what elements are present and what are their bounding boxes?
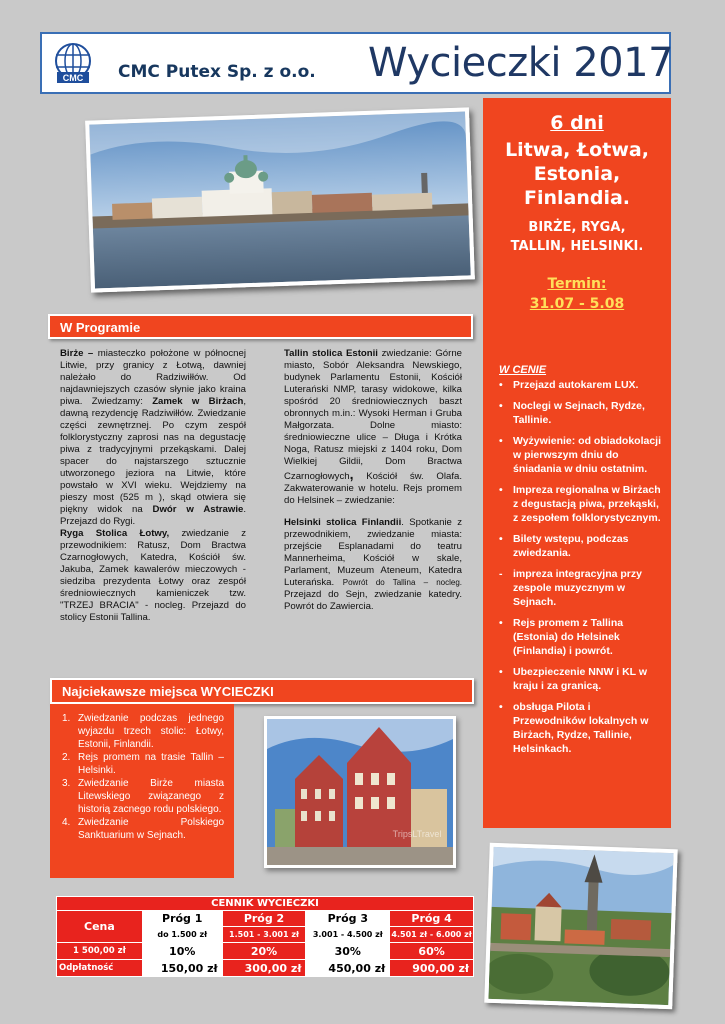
included-title: W CENIE [499,364,547,376]
included-list [499,378,663,763]
place-name: Zamek w Birżach [152,396,244,407]
paragraph-text: , dawną rezydencję Radziwiłłów. Zwiedzanie części zewnętrznej. Po czym zespół folklorystyczny zaprosi nas na degustację piwa z tradycyjnymi przekąskami. Dalej spacer do najstarszego sztucznie utworzonego jeziora na Litwie, które powstało w XVI wieku. Wejdziemy na pieszy most (525 m ), skąd otwiera się piękny widok na [60,396,246,515]
program-paragraph [60,348,246,528]
program-paragraph [284,517,462,613]
program-paragraph [284,348,462,507]
list-item [499,483,663,525]
list-item [62,777,224,816]
list-number: 1. [62,713,71,724]
list-item-text: Bilety wstępu, podczas zwiedzania. [513,533,629,559]
paragraph-text: zwiedzanie: Górne miasto, Sobór Aleksandra Newskiego, budynek Parlamentu Estonii, Kościół Luterański NMP, tarasy widokowe, kilka spośród 20 średniowiecznych baszt obronnych m.in.: Wysoki Herman i Gruba Małgorzata. Dolne miasto: średniowieczne ulice – Długa i Krótka Noga, Ratusz miejski z 1404 roku, Dom Wielkiej Gildii, Dom Bractwa Czarnogłowych [284,348,463,482]
tier-name: Próg 4 [390,911,474,927]
list-item-text: Rejs promem z Tallina (Estonia) do Helsinek (Finlandia) i powrót. [513,617,624,657]
program-paragraph [60,528,246,624]
highlights-box [50,704,234,878]
price-table [56,896,474,977]
list-number: 2. [62,752,71,763]
trip-cities [483,218,671,256]
list-item [499,665,663,693]
page-header [40,32,674,94]
highlights-heading: Najciekawsze miejsca WYCIECZKI [50,678,474,704]
tier-name: Próg 2 [222,911,306,927]
list-item [499,434,663,476]
tier-percent: 60% [390,943,474,960]
country-line: Finlandia. [523,187,631,209]
list-item [62,751,224,777]
place-name: Dwór w Astrawie [152,504,244,515]
paragraph-text: zwiedzanie z przewodnikiem: Ratusz, Dom Bractwa Czarnogłowych, Katedra, Kościół św. Jakuba, Zamek kawalerów mieczowych - siedziba prezydenta Łotwy oraz zespół średniowiecznych kamieniczek tzw. "TRZEJ BRACIA" - nocleg. Przejazd do stolicy Estonii Tallina. [60,528,246,623]
list-item-text: Noclegi w Sejnach, Rydze, Tallinie. [513,400,645,426]
city-line: TALLIN, HELSINKI. [510,239,644,254]
list-item [499,567,663,609]
bullet-icon: • [499,435,503,447]
tier-range: 1.501 - 3.001 zł [222,927,306,943]
tier-name: Próg 1 [142,911,222,927]
price-label: Cena [57,911,143,943]
place-name: Birże – [60,348,94,359]
list-item-text: Zwiedzanie Polskiego Sanktuarium w Sejnach. [78,817,224,841]
list-item-text: Ubezpieczenie NNW i KL w kraju i za granicą. [513,666,647,692]
tallinn-photo [484,843,677,1009]
bullet-icon: • [499,701,503,713]
helsinki-photo [85,107,475,292]
riga-photo [264,716,456,868]
list-item [499,532,663,560]
place-name: Ryga Stolica Łotwy, [60,528,170,539]
company-name: CMC Putex Sp. z o.o. [118,62,316,82]
trip-duration: 6 dni [550,112,604,134]
tier-range: 3.001 - 4.500 zł [306,927,390,943]
comma: , [349,466,354,482]
base-price: 1 500,00 zł [57,943,143,960]
tier-amount: 300,00 zł [222,960,306,977]
paragraph-text: Przejazd do Sejn, zwiedzanie katedry. Powrót do Zawiercia. [284,589,462,612]
tier-percent: 20% [222,943,306,960]
page-title: Wycieczki 2017 [368,40,674,86]
payment-label: Odpłatność [57,960,143,977]
list-number: 4. [62,817,71,828]
list-item-text: impreza integracyjna przy zespole muzycznym w Sejnach. [513,568,642,608]
spacer [284,507,462,517]
highlights-list [50,704,234,842]
tier-amount: 450,00 zł [306,960,390,977]
paragraph-text: miasteczko położone w północnej Litwie, przy granicy z Łotwą, dawniej należało do Radziwiłłów. Od najdawniejszych czasów słynie jako kraina piwa. Zwiedzamy: [60,348,246,407]
cmc-logo [50,40,96,86]
list-item-text: obsługa Pilota i Przewodników lokalnych w Birżach, Rydze, Tallinie, Helsinkach. [513,701,649,755]
city-line: BIRŻE, RYGA, [528,220,626,235]
list-item-text: Przejazd autokarem LUX. [513,379,639,391]
list-item-text: Zwiedzanie podczas jednego wyjazdu trzech stolic: Łotwy, Estonii, Finlandii. [78,713,224,750]
tier-amount: 150,00 zł [142,960,222,977]
program-column-right [284,348,462,613]
price-table-title: CENNIK WYCIECZKI [57,897,474,911]
tier-range: do 1.500 zł [142,927,222,943]
tier-percent: 30% [306,943,390,960]
termin-dates: 31.07 - 5.08 [529,296,625,312]
list-item [62,712,224,751]
paragraph-small-text: Powrót do Tallina – nocleg. [342,578,462,587]
program-column-left [60,348,246,624]
bullet-icon: • [499,484,503,496]
list-item [499,399,663,427]
list-number: 3. [62,778,71,789]
list-item-text: Wyżywienie: od obiadokolacji w pierwszym dniu do śniadania w dniu ostatnim. [513,435,661,475]
tier-name: Próg 3 [306,911,390,927]
tier-amount: 900,00 zł [390,960,474,977]
country-line: Estonia, [533,163,621,185]
bullet-icon: • [499,533,503,545]
tier-percent: 10% [142,943,222,960]
bullet-icon: • [499,666,503,678]
svg-text:CMC: CMC [62,73,84,83]
trip-countries [483,138,671,210]
list-item [62,816,224,842]
paragraph-text: . Przejazd do Rygi. [60,504,246,527]
bullet-icon: • [499,617,503,629]
paragraph-text: . Spotkanie z przewodnikiem, zwiedzanie miasta: przejście Esplanadami do teatru Mannerheima, Kościół w skale, Parlament, Muzeum Ateneum, Katedra Luterańska. [284,517,462,588]
list-item-text: Impreza regionalna w Birżach z degustacją piwa, przekąski, z zespołem folklorystycznym. [513,484,661,524]
list-item-text: Rejs promem na trasie Tallin – Helsinki. [78,752,224,776]
termin-label: Termin: [547,276,607,292]
tier-range: 4.501 zł - 6.000 zł [390,927,474,943]
country-line: Litwa, Łotwa, [505,139,649,161]
watermark: TripsLTravel [392,829,442,839]
place-name: Tallin stolica Estonii [284,348,378,359]
trip-summary-panel [483,98,671,828]
bullet-icon: • [499,400,503,412]
paragraph-text: Kościół św. Olafa. Zakwaterowanie w hotelu. Rejs promem do Helsinek – zwiedzanie: [284,471,462,506]
list-item [499,378,663,392]
bullet-icon: • [499,379,503,391]
program-heading: W Programie [48,314,473,339]
bullet-icon: - [499,568,503,580]
list-item [499,616,663,658]
list-item [499,700,663,756]
list-item-text: Zwiedzanie Birże miasta Litewskiego związanego z historią zacnego rodu polskiego. [78,778,224,815]
place-name: Helsinki stolica Finlandii [284,517,402,528]
